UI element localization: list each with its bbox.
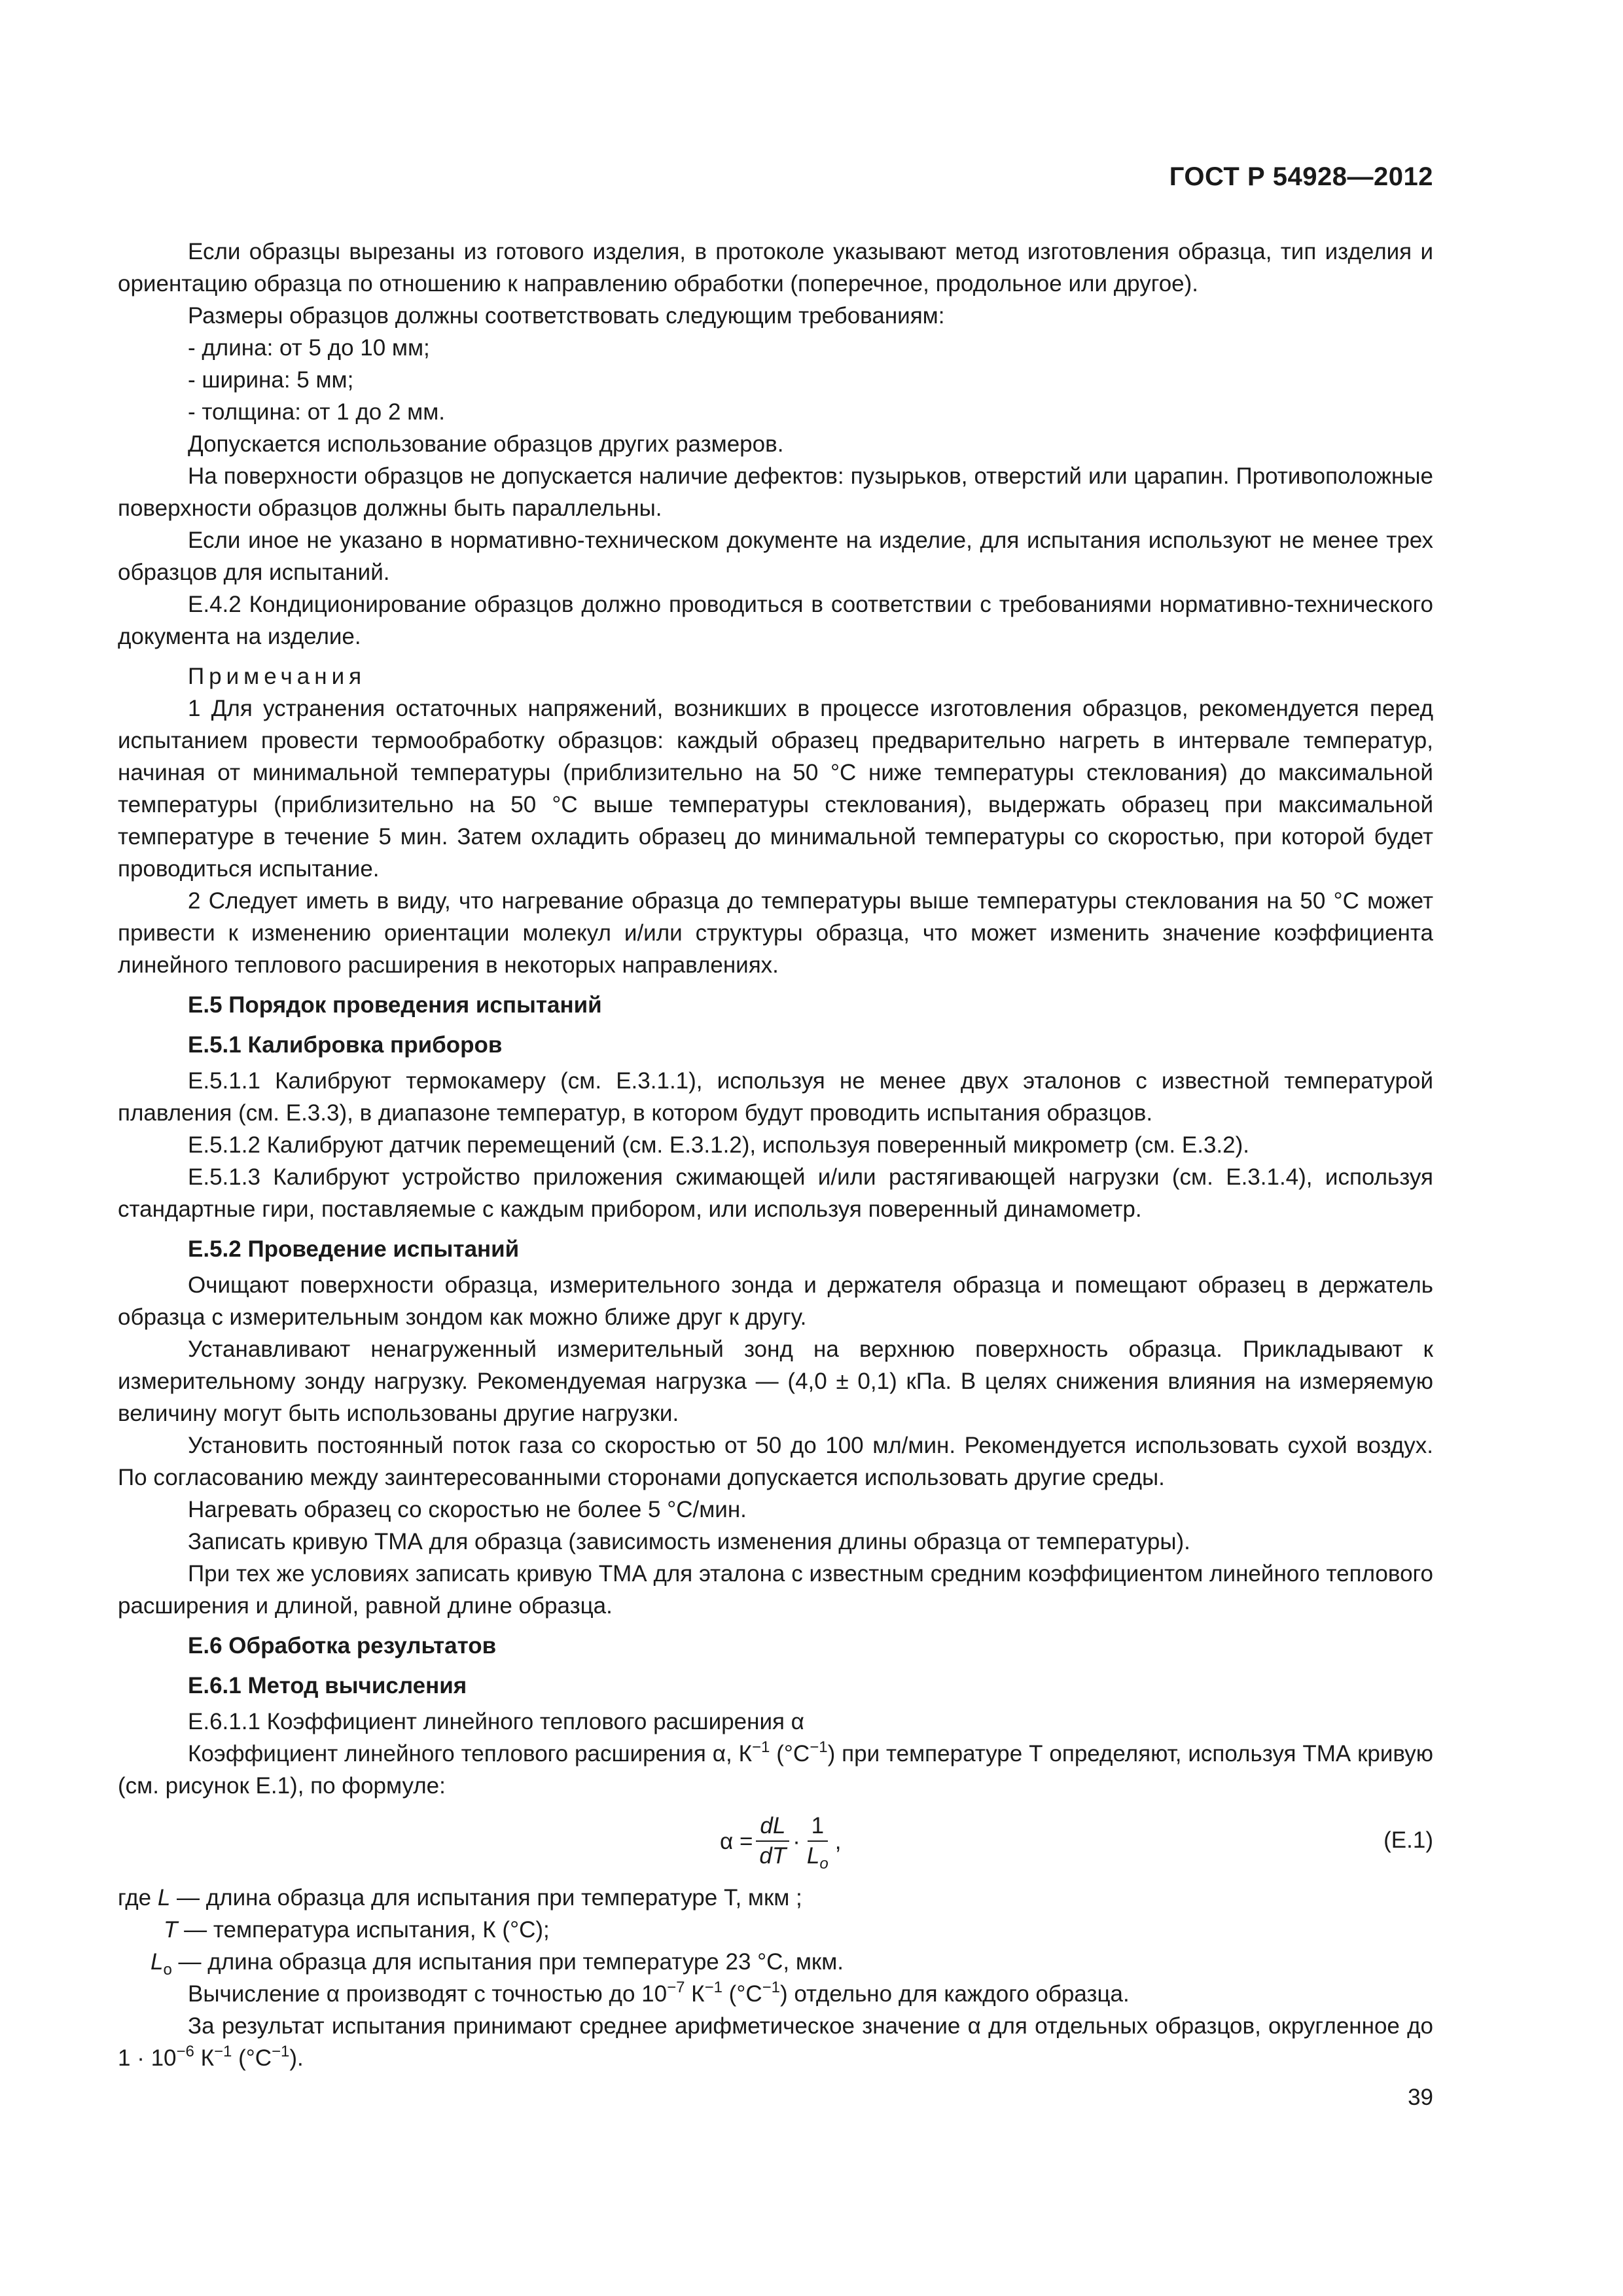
paragraph bbox=[118, 2010, 1433, 2074]
text-run: К bbox=[194, 2045, 214, 2071]
paragraph: Очищают поверхности образца, измерительного зонда и держателя образца и помещают образец в держатель образца с измерительным зондом как можно ближе друг к другу. bbox=[118, 1272, 1433, 1330]
where-line bbox=[118, 1914, 1433, 1946]
numerator: 1 bbox=[808, 1812, 828, 1842]
section-heading: Е.5 Порядок проведения испытаний bbox=[188, 992, 602, 1018]
subscript: o bbox=[163, 1961, 172, 1979]
document-id-header: ГОСТ Р 54928—2012 bbox=[1169, 162, 1433, 191]
denominator bbox=[803, 1842, 832, 1871]
paragraph: Е.5.1.3 Калибруют устройство приложения сжимающей и/или растягивающей нагрузки (см. Е.3.1.4), используя стандартные гири, поставляемые с каждым прибором, или используя поверенный динамометр. bbox=[118, 1164, 1433, 1222]
equation-number: (Е.1) bbox=[1383, 1827, 1433, 1853]
document-body bbox=[118, 236, 1433, 2074]
superscript: −1 bbox=[272, 2043, 290, 2060]
text-run: (°С bbox=[722, 1981, 762, 2007]
paragraph: Записать кривую ТМА для образца (зависимость изменения длины образца от температуры). bbox=[188, 1529, 1190, 1554]
symbol: T bbox=[164, 1917, 178, 1943]
paragraph bbox=[118, 1978, 1433, 2010]
superscript: −1 bbox=[810, 1738, 828, 1756]
text-run: ) при температуре Т определяют, используя ТМА кривую (см. рисунок Е.1), по формуле: bbox=[118, 1741, 1434, 1799]
paragraph: Допускается использование образцов других размеров. bbox=[188, 431, 784, 457]
paragraph: Установить постоянный поток газа со скоростью от 50 до 100 мл/мин. Рекомендуется использовать сухой воздух. По согласованию между заинтересованными сторонами допускается использовать другие среды. bbox=[118, 1433, 1433, 1490]
superscript: −7 bbox=[667, 1979, 685, 1996]
text-run: За результат испытания принимают среднее арифметическое значение α для отдельных образцов, округленное до 1 · 10 bbox=[118, 2013, 1433, 2071]
text-run: ). bbox=[289, 2045, 304, 2071]
paragraph: Нагревать образец со скоростью не более 5 °С/мин. bbox=[188, 1497, 747, 1522]
list-item: - ширина: 5 мм; bbox=[188, 367, 354, 393]
fraction-one-over-lo bbox=[803, 1812, 832, 1871]
superscript: −6 bbox=[176, 2043, 194, 2060]
text-run: — длина образца для испытания при температуре Т, мкм ; bbox=[170, 1885, 802, 1910]
symbol: L bbox=[806, 1843, 820, 1869]
superscript: −1 bbox=[752, 1738, 770, 1756]
superscript: −1 bbox=[762, 1979, 780, 1996]
page-number: 39 bbox=[1408, 2085, 1433, 2110]
subsection-heading: Е.6.1 Метод вычисления bbox=[188, 1673, 467, 1698]
text-run: ) отдельно для каждого образца. bbox=[779, 1981, 1130, 2007]
where-line bbox=[118, 1882, 1433, 1914]
paragraph: Размеры образцов должны соответствовать следующим требованиям: bbox=[188, 303, 945, 329]
subsection-heading: Е.5.1 Калибровка приборов bbox=[188, 1032, 503, 1058]
formula-lhs: α = bbox=[720, 1828, 753, 1854]
where-line bbox=[118, 1946, 1433, 1978]
note: 2 Следует иметь в виду, что нагревание образца до температуры выше температуры стеклования на 50 °С может привести к изменению ориентации молекул и/или структуры образца, что может изменить значение коэффициента линейного теплового расширения в некоторых направлениях. bbox=[118, 888, 1433, 978]
list-item: - толщина: от 1 до 2 мм. bbox=[188, 399, 446, 425]
paragraph: Если образцы вырезаны из готового изделия, в протоколе указывают метод изготовления образца, тип изделия и ориентацию образца по отношению к направлению обработки (поперечное, продольное или другое). bbox=[118, 239, 1433, 296]
text-run: — температура испытания, К (°С); bbox=[177, 1917, 550, 1943]
paragraph: Е.5.1.1 Калибруют термокамеру (см. Е.3.1.1), используя не менее двух эталонов с известной температурой плавления (см. Е.3.3), в диапазоне температур, в котором будут проводить испытания образцов. bbox=[118, 1068, 1433, 1126]
text-run: К bbox=[685, 1981, 705, 2007]
text-run: Вычисление α производят с точностью до 10 bbox=[188, 1981, 668, 2007]
text-run: (°С bbox=[770, 1741, 810, 1767]
superscript: −1 bbox=[704, 1979, 722, 1996]
paragraph: Е.6.1.1 Коэффициент линейного теплового расширения α bbox=[188, 1709, 804, 1734]
text-run: — длина образца для испытания при температуре 23 °С, мкм. bbox=[171, 1949, 844, 1975]
section-heading: Е.6 Обработка результатов bbox=[188, 1633, 497, 1659]
denominator: dT bbox=[759, 1843, 787, 1869]
subscript: o bbox=[819, 1855, 829, 1873]
subsection-heading: Е.5.2 Проведение испытаний bbox=[188, 1236, 520, 1262]
formula-e1 bbox=[118, 1804, 1433, 1878]
numerator: dL bbox=[756, 1812, 789, 1842]
paragraph: На поверхности образцов не допускается наличие дефектов: пузырьков, отверстий или царапин. Противоположные поверхности образцов должны быть параллельны. bbox=[118, 463, 1433, 521]
superscript: −1 bbox=[214, 2043, 232, 2060]
text-run: где bbox=[118, 1885, 158, 1910]
text-run: Коэффициент линейного теплового расширения α, К bbox=[188, 1741, 752, 1767]
multiply-dot: · bbox=[793, 1828, 800, 1854]
symbol: L bbox=[157, 1885, 171, 1910]
list-item: - длина: от 5 до 10 мм; bbox=[188, 335, 430, 361]
symbol: L bbox=[151, 1949, 164, 1975]
notes-title: Примечания bbox=[188, 664, 366, 689]
paragraph bbox=[118, 1738, 1433, 1802]
paragraph: Устанавливают ненагруженный измерительный зонд на верхнюю поверхность образца. Прикладывают к измерительному зонду нагрузку. Рекомендуемая нагрузка — (4,0 ± 0,1) кПа. В целях снижения влияния на измеряемую величину могут быть использованы другие нагрузки. bbox=[118, 1336, 1433, 1426]
paragraph: При тех же условиях записать кривую ТМА для эталона с известным средним коэффициентом линейного теплового расширения и длиной, равной длине образца. bbox=[118, 1561, 1433, 1619]
document-page bbox=[118, 0, 1433, 2296]
formula-comma: , bbox=[834, 1828, 842, 1854]
note: 1 Для устранения остаточных напряжений, возникших в процессе изготовления образцов, рекомендуется перед испытанием провести термообработку образцов: каждый образец предварительно нагреть в интервале температур, начиная от минимальной температуры (приблизительно на 50 °С ниже температуры стеклования) до максимальной температуры (приблизительно на 50 °С выше температуры стеклования), выдержать образец при максимальной температуре в течение 5 мин. Затем охладить образец до минимальной температуры со скоростью, при которой будет проводиться испытание. bbox=[118, 696, 1433, 882]
paragraph: Е.5.1.2 Калибруют датчик перемещений (см. Е.3.1.2), используя поверенный микрометр (см. Е.3.2). bbox=[188, 1132, 1249, 1158]
formula-expression bbox=[720, 1804, 841, 1878]
paragraph: Если иное не указано в нормативно-техническом документе на изделие, для испытания используют не менее трех образцов для испытаний. bbox=[118, 528, 1433, 585]
text-run: (°С bbox=[232, 2045, 272, 2071]
paragraph: Е.4.2 Кондиционирование образцов должно проводиться в соответствии с требованиями нормативно-технического документа на изделие. bbox=[118, 592, 1433, 649]
fraction-dl-dt bbox=[755, 1812, 790, 1871]
